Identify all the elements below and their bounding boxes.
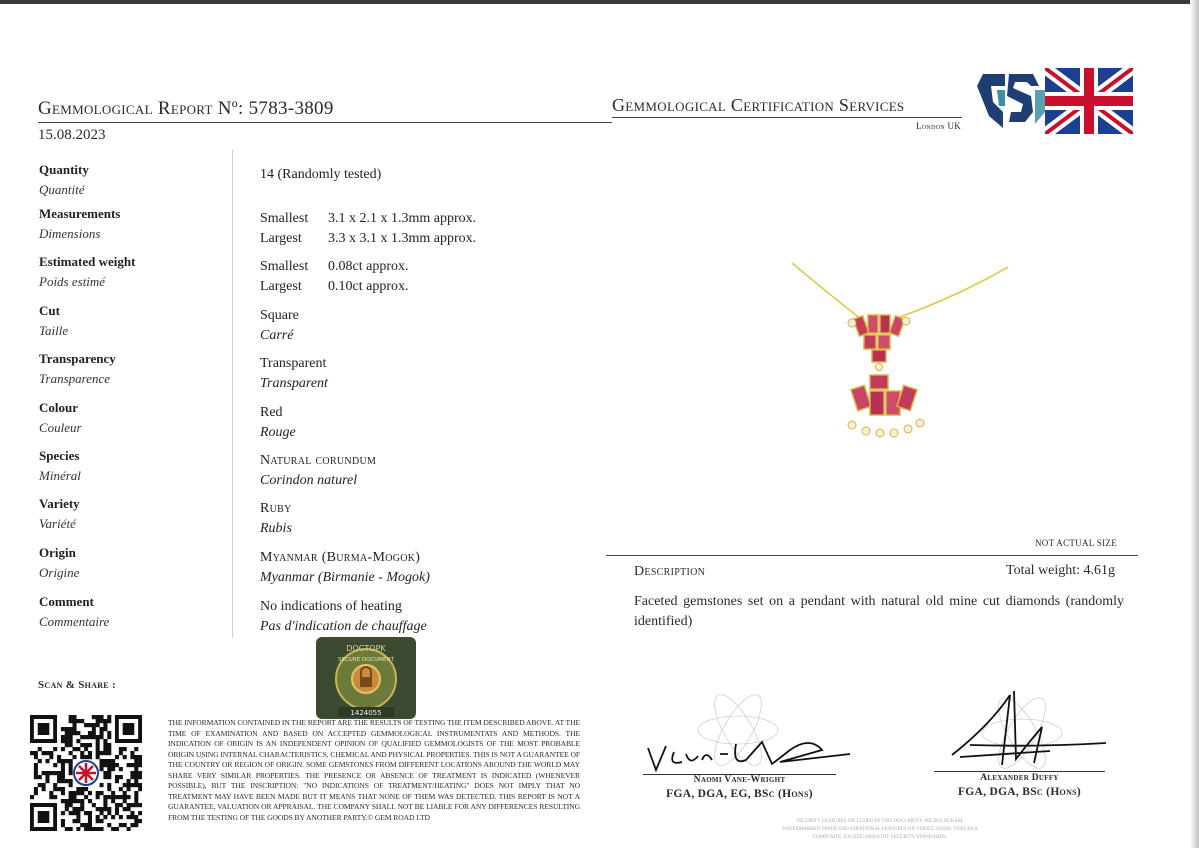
description-heading: Description: [634, 564, 706, 579]
label-fr: Variété: [39, 516, 76, 531]
value-text: Red: [260, 405, 283, 420]
value-line: [260, 499, 292, 519]
signature-alexander-duffy: [930, 685, 1130, 785]
issuer-rule: [612, 117, 962, 118]
security-features-note: SECURITY FEATURES INCLUDED IN THIS DOCUMENT: MICROLOGRAM, WATERMARKED PAPER AND ADDITIONAL FEATURES ON VERIFICATION, THAT AS A COMPOSITE, EXCEED INDUSTRY SECURITY STANDARDS.: [782, 819, 978, 840]
value-line: [260, 374, 328, 394]
label-fr: Couleur: [39, 420, 82, 435]
label-fr: Commentaire: [39, 614, 110, 629]
signatory-1-name: Naomi Vane-Wright: [693, 775, 786, 785]
value-line: [260, 209, 476, 229]
disclaimer-text: THE INFORMATION CONTAINED IN THE REPORT ARE THE RESULTS OF TESTING THE ITEM DESCRIBED ABOVE. AT THE TIME OF EXAMINATION AND BASED ON ACCEPTED GEMMOLOGICAL INSTRUMENTATS AND METHODS. THE INDICATION OF ORIGIN IS AN INDEPENDENT OPINION OF QUALIFIED GEMMOLOGISTS OF THE MOST PROBABLE ORIGIN USING INTERNAL CHARACTERISTICS, CHEMICAL AND PHYSICAL PROPERTIES. THIS IS NOT A GUARANTEE OF THE COUNTRY OR REGION OF ORIGIN. SOME GEMSTONES FROM DIFFERENT LOCATIONS AROUND THE WORLD MAY SHARE VERY SIMILAR PROPERTIES. THE PRESENCE OR ABSENCE OF TREATMENT IS INDICATED (WHENEVER POSSIBLE), BUT THE INSCRIPTION: "NO INDICATIONS OF TREATMENT/HEATING" DOES NOT IMPLY THAT NO TREATMENT MAY HAVE BEEN MADE BUT IT MEANS THAT NONE OF THEM WAS DETECTED. THIS REPORT IS NOT A GUARANTEE, VALUATION OR APPRAISAL. THE COMPANY SHALL NOT BE LIABLE FOR ANY DIFFERENCES RESULTING FROM THE TESTING OF THE GOODS BY ANOTHER PARTY.© GEM ROAD LTD: [168, 718, 580, 822]
label-fr: Dimensions: [39, 226, 101, 241]
field-label-variety: [39, 494, 80, 534]
hologram-ring-text: SECURE DOCUMENT: [337, 657, 395, 663]
label-fr: Transparence: [39, 371, 111, 386]
value-text: Natural corundum: [260, 453, 377, 468]
value-text: Rouge: [260, 425, 296, 440]
value-text: Transparent: [260, 376, 328, 391]
value-line: [260, 423, 296, 443]
label-fr: Poids estimé: [39, 274, 106, 289]
value-text: 14 (Randomly tested): [260, 167, 382, 182]
value-text: Pas d'indication de chauffage: [260, 619, 427, 634]
value-line: [260, 617, 427, 637]
qr-code[interactable]: [30, 715, 142, 831]
value-key: Largest: [260, 231, 302, 246]
field-value-quantity: [260, 165, 381, 185]
label-en: Cut: [39, 303, 60, 318]
value-line: [260, 451, 376, 471]
value-line: [260, 257, 408, 277]
total-weight: Total weight: 4.61g: [1006, 563, 1116, 578]
field-value-cut: [260, 306, 299, 346]
field-value-variety: [260, 499, 292, 539]
label-en: Variety: [39, 496, 80, 511]
value-text: 3.1 x 2.1 x 1.3mm approx.: [328, 211, 477, 226]
value-key: Smallest: [260, 211, 309, 226]
value-key: Largest: [260, 279, 302, 294]
signatory-2-name: Alexander Duffy: [980, 773, 1059, 783]
value-line: [260, 229, 476, 249]
union-flag-icon: [1045, 68, 1133, 134]
value-text: Rubis: [260, 521, 292, 536]
label-fr: Taille: [39, 323, 69, 338]
hologram-serial: 1424055: [350, 709, 382, 717]
hologram-seal: [316, 637, 416, 719]
value-text: No indications of heating: [260, 599, 402, 614]
description-rule: [606, 555, 1138, 556]
scan-share-label: Scan & Share :: [38, 679, 116, 691]
signature-naomi-vane-wright: [640, 690, 860, 785]
field-value-origin: [260, 548, 430, 588]
value-line: [260, 403, 296, 423]
value-line: [260, 277, 408, 297]
field-value-measurements: [260, 209, 476, 249]
signatory-2-qualifications: FGA, DGA, BSc (Hons): [957, 786, 1082, 798]
issuer-name: Gemmological Certification Services: [612, 95, 905, 115]
not-actual-size-note: NOT ACTUAL SIZE: [1035, 538, 1117, 548]
value-line: [260, 326, 299, 346]
value-text: 0.10ct approx.: [328, 279, 409, 294]
lower-fan: [848, 375, 924, 437]
field-label-cut: [39, 301, 68, 341]
value-text: Ruby: [260, 501, 292, 516]
scan-top-edge: [0, 0, 1199, 4]
value-text: Square: [260, 308, 299, 323]
value-line: [260, 519, 292, 539]
field-label-measurements: [39, 204, 120, 244]
hologram-top-text: DOCTOPK: [346, 644, 386, 653]
field-value-transparency: [260, 354, 328, 394]
label-fr: Quantité: [39, 182, 85, 197]
label-en: Measurements: [39, 206, 121, 221]
title-rule: [38, 122, 612, 123]
label-en: Origin: [39, 545, 76, 560]
value-text: Myanmar (Burma-Mogok): [260, 550, 421, 565]
value-text: Corindon naturel: [260, 473, 358, 488]
report-date: 15.08.2023: [38, 127, 106, 143]
value-text: Transparent: [260, 356, 327, 371]
field-label-estimated-weight: [39, 252, 135, 292]
field-value-estimated-weight: [260, 257, 408, 297]
column-divider: [232, 150, 233, 638]
value-text: Carré: [260, 328, 294, 343]
ruby-pendant-photo: [780, 255, 1020, 450]
value-line: [260, 165, 381, 185]
label-en: Colour: [39, 400, 78, 415]
field-label-quantity: [39, 160, 89, 200]
field-value-comment: [260, 597, 427, 637]
label-fr: Minéral: [39, 468, 81, 483]
scan-right-edge: [1190, 0, 1199, 848]
label-fr: Origine: [39, 565, 80, 580]
value-line: [260, 597, 427, 617]
signature-line-2: [934, 771, 1105, 772]
issuer-location: London UK: [916, 121, 962, 131]
upper-fan: [848, 315, 910, 371]
description-text: Faceted gemstones set on a pendant with natural old mine cut diamonds (randomly identified): [634, 594, 1124, 629]
value-text: Myanmar (Birmanie - Mogok): [260, 570, 430, 585]
value-text: 0.08ct approx.: [328, 259, 409, 274]
value-line: [260, 354, 328, 374]
field-label-comment: [39, 592, 109, 632]
field-value-colour: [260, 403, 296, 443]
label-en: Comment: [39, 594, 94, 609]
value-key: Smallest: [260, 259, 309, 274]
label-en: Species: [39, 448, 80, 463]
value-line: [260, 548, 430, 568]
value-text: 3.3 x 3.1 x 1.3mm approx.: [328, 231, 477, 246]
field-label-colour: [39, 398, 82, 438]
field-label-species: [39, 446, 81, 486]
field-value-species: [260, 451, 376, 491]
field-label-origin: [39, 543, 79, 583]
value-line: [260, 568, 430, 588]
gcs-logo: [975, 66, 1135, 136]
label-en: Transparency: [39, 351, 116, 366]
label-en: Quantity: [39, 162, 89, 177]
label-en: Estimated weight: [39, 254, 136, 269]
signatory-1-qualifications: FGA, DGA, EG, BSc (Hons): [666, 788, 813, 800]
report-title: Gemmological Report Nº: 5783-3809: [38, 98, 334, 119]
field-label-transparency: [39, 349, 116, 389]
value-line: [260, 471, 376, 491]
value-line: [260, 306, 299, 326]
